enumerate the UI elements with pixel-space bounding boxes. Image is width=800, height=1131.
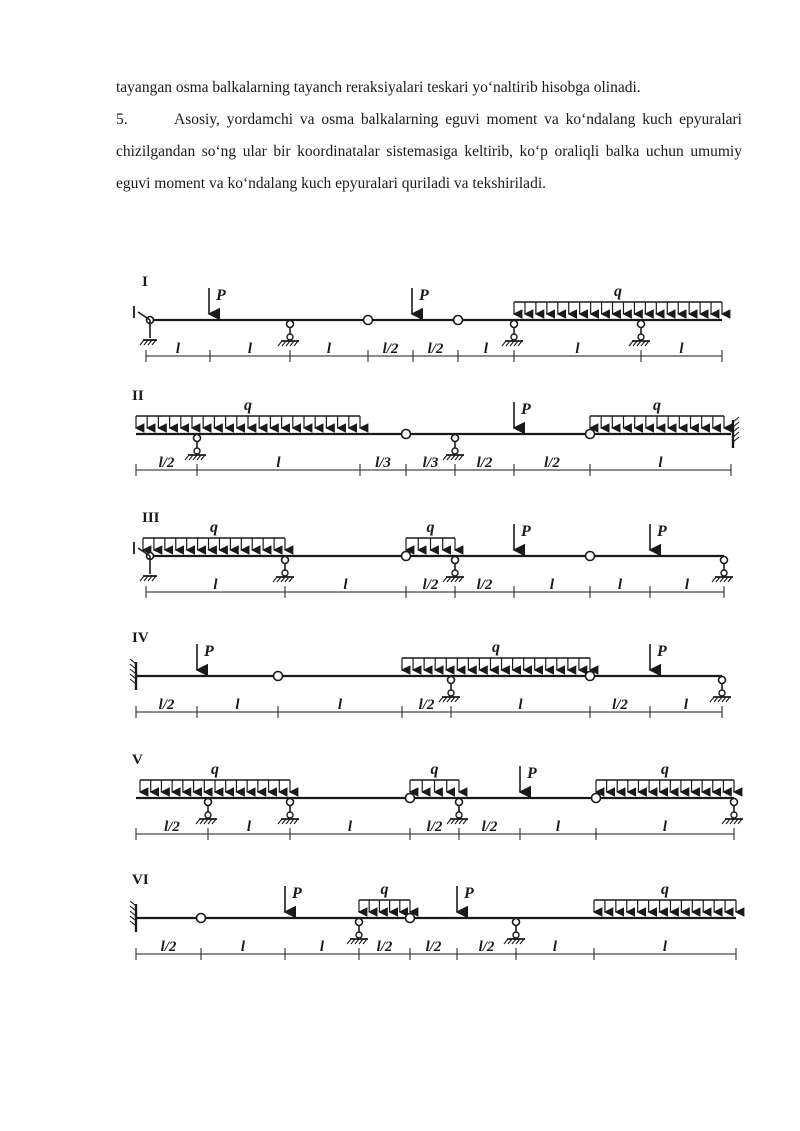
support-hinge xyxy=(731,812,737,818)
beam-hinge xyxy=(592,794,601,803)
distributed-load xyxy=(590,397,724,428)
span-label: l/2 xyxy=(160,939,177,955)
support-hinge xyxy=(282,570,288,576)
support-hinge xyxy=(719,677,726,684)
load-label-q: q xyxy=(661,881,669,898)
dimension-line xyxy=(146,341,722,362)
fixed-wall-hatch xyxy=(733,417,739,422)
scheme-label: IV xyxy=(132,630,149,646)
span-label: l xyxy=(343,577,348,593)
span-label: l/2 xyxy=(164,819,180,835)
distributed-load xyxy=(514,283,722,314)
support-hatch xyxy=(443,577,447,582)
support-hinge xyxy=(356,932,362,938)
span-label: l xyxy=(683,697,689,713)
load-label-q: q xyxy=(210,519,218,536)
span-label: l/2 xyxy=(382,341,399,357)
distributed-load xyxy=(594,881,736,912)
span-label: l/2 xyxy=(478,939,495,955)
beam-scheme-VI xyxy=(130,872,736,960)
beam-scheme-II xyxy=(132,388,739,476)
span-label: l xyxy=(326,341,332,357)
support-hatch xyxy=(443,455,447,460)
point-load xyxy=(209,287,226,314)
span-label: l xyxy=(235,697,240,713)
fixed-wall-hatch xyxy=(130,659,136,664)
scheme-label: V xyxy=(132,752,143,768)
span-label: l xyxy=(247,341,253,357)
span-label: l xyxy=(483,341,489,357)
support-hinge xyxy=(287,812,293,818)
span-label: l/2 xyxy=(376,939,393,955)
point-load xyxy=(650,523,667,550)
load-label-p: P xyxy=(657,643,667,660)
support-hatch xyxy=(447,819,451,824)
point-load xyxy=(197,643,214,670)
beam-scheme-V xyxy=(132,752,743,840)
span-label: l/2 xyxy=(425,939,442,955)
span-label: l xyxy=(319,939,325,955)
span-label: l xyxy=(213,577,218,593)
support-hinge xyxy=(287,321,294,328)
span-label: l xyxy=(575,341,580,357)
span-label: l xyxy=(347,819,353,835)
span-label: l xyxy=(662,939,668,955)
dimension-line xyxy=(146,577,724,598)
load-label-p: P xyxy=(657,523,667,540)
left-pin-strut xyxy=(138,548,150,556)
span-label: l xyxy=(276,455,281,471)
distributed-load xyxy=(402,639,590,670)
support-hatch xyxy=(504,939,508,944)
span-label: l xyxy=(246,819,252,835)
support-hinge xyxy=(205,812,211,818)
support-hinge xyxy=(287,334,293,340)
support-hinge xyxy=(194,435,201,442)
support-hatch xyxy=(629,341,633,346)
span-label: l xyxy=(617,577,623,593)
list-item-5 xyxy=(116,104,742,200)
scheme-label: II xyxy=(132,388,144,404)
left-pin-hatch xyxy=(140,340,144,345)
load-label-p: P xyxy=(204,643,214,660)
support-hatch xyxy=(710,697,714,702)
load-label-q: q xyxy=(426,519,435,536)
beam-hinge xyxy=(586,430,595,439)
support-hatch xyxy=(722,819,726,824)
support-hatch xyxy=(439,697,443,702)
beam-hinge xyxy=(586,672,595,681)
beam-hinge xyxy=(402,552,411,561)
support-hinge xyxy=(356,919,363,926)
distributed-load xyxy=(406,519,455,550)
beam-hinge xyxy=(364,316,373,325)
support-hinge xyxy=(205,799,212,806)
span-label: l xyxy=(549,577,555,593)
left-pin-hatch xyxy=(140,576,144,581)
support-hatch xyxy=(502,341,506,346)
support-hinge xyxy=(719,690,725,696)
support-hinge xyxy=(513,932,519,938)
scheme-label: I xyxy=(142,274,148,290)
span-label: l xyxy=(658,455,663,471)
scheme-label: III xyxy=(142,510,160,526)
distributed-load xyxy=(596,761,734,792)
span-label: l/2 xyxy=(158,697,175,713)
span-label: l xyxy=(337,697,343,713)
beam-hinge xyxy=(454,316,463,325)
left-pin-strut xyxy=(138,312,150,320)
span-label: l xyxy=(662,819,668,835)
support-hinge xyxy=(194,448,200,454)
span-label: l xyxy=(684,577,690,593)
load-label-q: q xyxy=(244,397,252,414)
load-label-p: P xyxy=(216,287,226,304)
point-load xyxy=(650,643,667,670)
support-hinge xyxy=(731,799,738,806)
support-hinge xyxy=(456,799,463,806)
text-block xyxy=(116,72,742,200)
distributed-load xyxy=(136,397,360,428)
distributed-load xyxy=(143,519,285,550)
support-hinge xyxy=(638,334,644,340)
support-hinge xyxy=(511,334,517,340)
support-hinge xyxy=(721,557,728,564)
span-label: l/3 xyxy=(422,455,439,471)
distributed-load xyxy=(410,761,459,792)
span-label: l xyxy=(679,341,684,357)
support-hinge xyxy=(513,919,520,926)
beam-scheme-I xyxy=(134,274,722,362)
load-label-q: q xyxy=(653,397,661,414)
span-label: l/2 xyxy=(476,455,493,471)
dimension-line xyxy=(136,939,736,960)
point-load xyxy=(285,885,302,912)
span-label: l xyxy=(175,341,181,357)
load-label-p: P xyxy=(521,401,531,418)
span-label: l/2 xyxy=(158,455,175,471)
load-label-p: P xyxy=(464,885,474,902)
span-label: l/2 xyxy=(612,697,628,713)
paragraph-continuation: tayangan osma balkalarning tayanch reraksiyalari teskari yo‘naltirib hisobga olinadi. xyxy=(116,79,641,96)
load-label-p: P xyxy=(292,885,302,902)
beam-hinge xyxy=(402,430,411,439)
support-hatch xyxy=(185,455,189,460)
beam-hinge xyxy=(406,794,415,803)
support-hinge xyxy=(452,570,458,576)
distributed-load xyxy=(359,881,410,912)
point-load xyxy=(520,765,537,792)
support-hinge xyxy=(511,321,518,328)
load-label-q: q xyxy=(492,639,500,656)
beam-scheme-IV xyxy=(130,630,731,718)
support-hinge xyxy=(456,812,462,818)
support-hinge xyxy=(448,690,454,696)
beam-hinge xyxy=(274,672,283,681)
beam-hinge xyxy=(197,914,206,923)
dimension-line xyxy=(136,819,734,840)
support-hatch xyxy=(278,341,282,346)
support-hinge xyxy=(287,799,294,806)
beam-scheme-III xyxy=(134,510,733,598)
span-label: l xyxy=(518,697,523,713)
support-hatch xyxy=(278,819,282,824)
beam-hinge xyxy=(406,914,415,923)
dimension-line xyxy=(136,455,731,476)
span-label: l/2 xyxy=(481,819,498,835)
support-hatch xyxy=(196,819,200,824)
load-label-p: P xyxy=(527,765,537,782)
load-label-p: P xyxy=(419,287,429,304)
support-hinge xyxy=(282,557,289,564)
span-label: l/2 xyxy=(422,577,439,593)
point-load xyxy=(457,885,474,912)
support-hinge xyxy=(452,435,459,442)
list-item-number: 5. xyxy=(116,111,128,128)
load-label-q: q xyxy=(380,881,389,898)
span-label: l/3 xyxy=(375,455,391,471)
span-label: l xyxy=(240,939,246,955)
fixed-wall-hatch xyxy=(130,901,136,906)
scheme-label: VI xyxy=(132,872,149,888)
point-load xyxy=(514,401,531,428)
load-label-p: P xyxy=(521,523,531,540)
load-label-q: q xyxy=(211,761,219,778)
load-label-q: q xyxy=(614,283,622,300)
support-hinge xyxy=(452,557,459,564)
support-hatch xyxy=(347,939,351,944)
span-label: l/2 xyxy=(476,577,493,593)
support-hatch xyxy=(712,577,716,582)
load-label-q: q xyxy=(661,761,669,778)
point-load xyxy=(412,287,429,314)
span-label: l/2 xyxy=(427,341,444,357)
span-label: l xyxy=(555,819,561,835)
list-item-text: Asosiy, yordamchi va osma balkalarning eguvi moment va ko‘ndalang kuch epyuralari chizilgandan so‘ng ular bir koordinatalar sistemasiga keltirib, ko‘p oraliqli balka uchun umumiy eguvi moment va ko‘ndalang kuch epyuralari quriladi va tekshiriladi. xyxy=(116,111,742,192)
point-load xyxy=(514,523,531,550)
beam-schemes-figure xyxy=(0,262,800,982)
distributed-load xyxy=(140,761,290,792)
load-label-q: q xyxy=(430,761,439,778)
support-hinge xyxy=(721,570,727,576)
span-label: l/2 xyxy=(544,455,560,471)
support-hinge xyxy=(638,321,645,328)
support-hatch xyxy=(273,577,277,582)
span-label: l/2 xyxy=(426,819,443,835)
support-hinge xyxy=(452,448,458,454)
beam-hinge xyxy=(586,552,595,561)
dimension-line xyxy=(136,697,722,718)
support-hinge xyxy=(448,677,455,684)
span-label: l/2 xyxy=(418,697,435,713)
span-label: l xyxy=(552,939,558,955)
